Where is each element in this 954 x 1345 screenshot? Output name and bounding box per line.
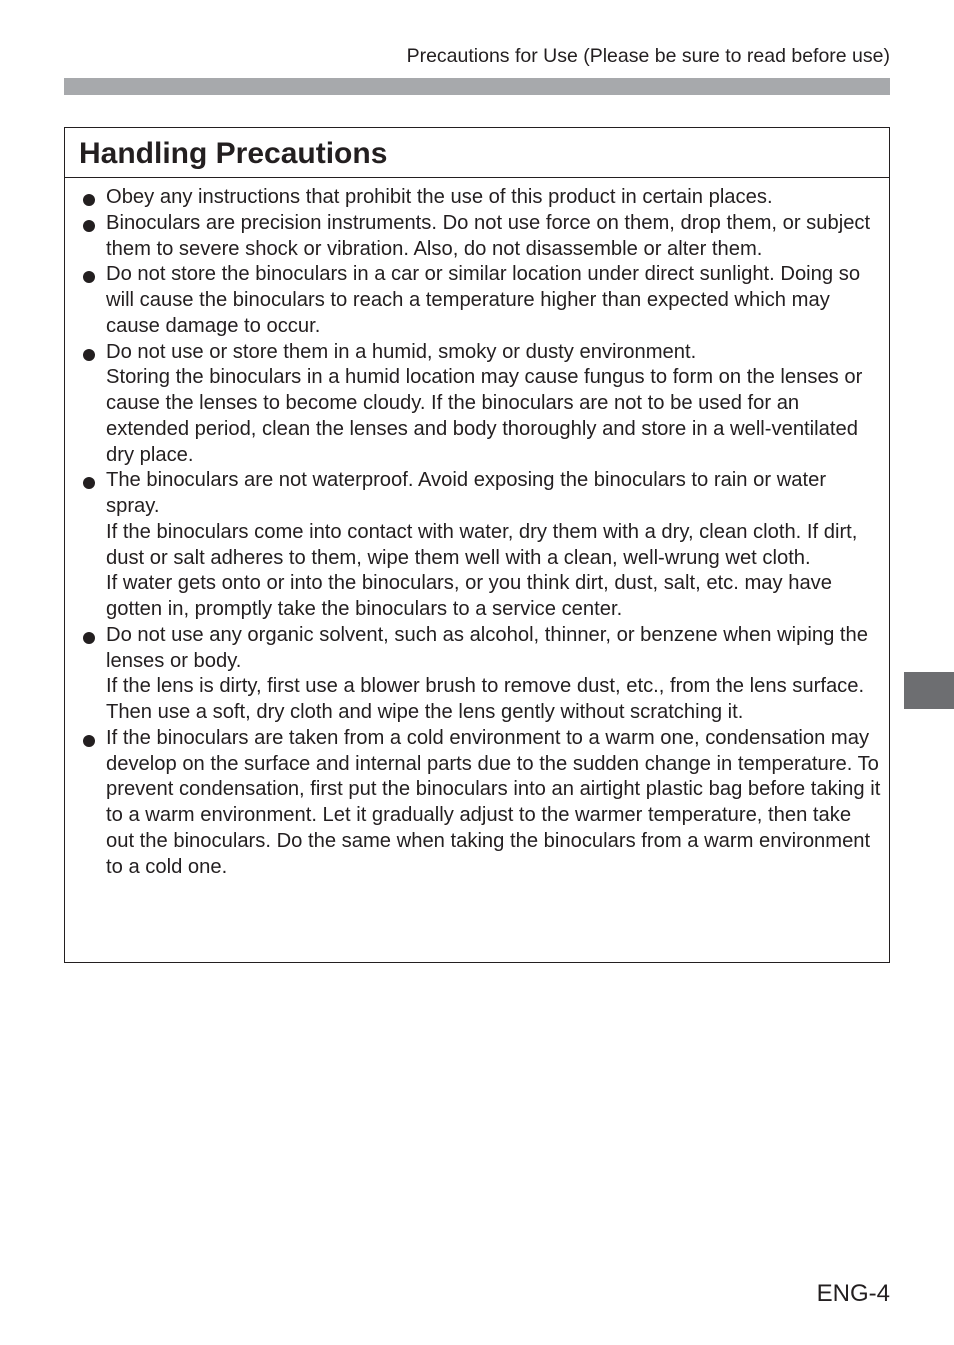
list-item — [83, 211, 881, 263]
bullet-icon — [83, 220, 95, 232]
item-detail: If the binoculars come into contact with water, dry them with a dry, clean cloth. If dirt, dust or salt adheres to them, wipe them well with a clean, well-wrung wet cloth. — [106, 520, 858, 569]
bullet-icon — [83, 271, 95, 283]
list-item — [83, 726, 881, 881]
item-detail: If water gets onto or into the binoculars, or you think dirt, dust, salt, etc. may have gotten in, promptly take the binoculars to a service center. — [106, 572, 832, 620]
list-item — [83, 185, 881, 211]
page-number: ENG-4 — [816, 1280, 890, 1307]
bullet-icon — [83, 349, 95, 361]
item-text: If the binoculars are taken from a cold environment to a warm one, condensation may develop on the surface and internal parts due to the sudden change in temperature. To prevent condensation, first put the binoculars into an airtight plastic bag before taking it to a warm environment. Let it gradually adjust to the warmer temperature, then take out the binoculars. Do the same when taking the binoculars from a warm environment to a cold one. — [106, 726, 881, 878]
bullet-icon — [83, 632, 95, 644]
item-text: Do not store the binoculars in a car or similar location under direct sunlight. Doing so will cause the binoculars to reach a temperature higher than expected which may cause damage to occur. — [106, 263, 861, 337]
list-item — [83, 340, 881, 469]
item-text: Do not use any organic solvent, such as alcohol, thinner, or benzene when wiping the lenses or body. — [106, 623, 868, 672]
list-item — [83, 468, 881, 623]
list-item — [83, 623, 881, 726]
header-bar — [64, 78, 890, 95]
side-tab — [904, 672, 954, 709]
precautions-list — [65, 178, 889, 880]
running-header: Precautions for Use (Please be sure to read before use) — [406, 45, 890, 67]
bullet-icon — [83, 194, 95, 206]
item-text: Obey any instructions that prohibit the use of this product in certain places. — [106, 186, 773, 208]
item-text: Do not use or store them in a humid, smoky or dusty environment. — [106, 340, 697, 363]
item-detail: If the lens is dirty, first use a blower brush to remove dust, etc., from the lens surface. Then use a soft, dry cloth and wipe the lens gently without scratching it. — [106, 675, 865, 723]
list-item — [83, 262, 881, 339]
handling-precautions-section — [64, 127, 890, 963]
item-detail: Storing the binoculars in a humid location may cause fungus to form on the lenses or cause the lenses to become cloudy. If the binoculars are not to be used for an extended period, clean the lenses and body thoroughly and store in a well-ventilated dry place. — [106, 366, 863, 466]
item-text: Binoculars are precision instruments. Do not use force on them, drop them, or subject them to severe shock or vibration. Also, do not disassemble or alter them. — [106, 211, 871, 260]
item-text: The binoculars are not waterproof. Avoid exposing the binoculars to rain or water spray. — [106, 469, 827, 517]
bullet-icon — [83, 477, 95, 489]
bullet-icon — [83, 735, 95, 747]
section-title: Handling Precautions — [65, 128, 889, 178]
